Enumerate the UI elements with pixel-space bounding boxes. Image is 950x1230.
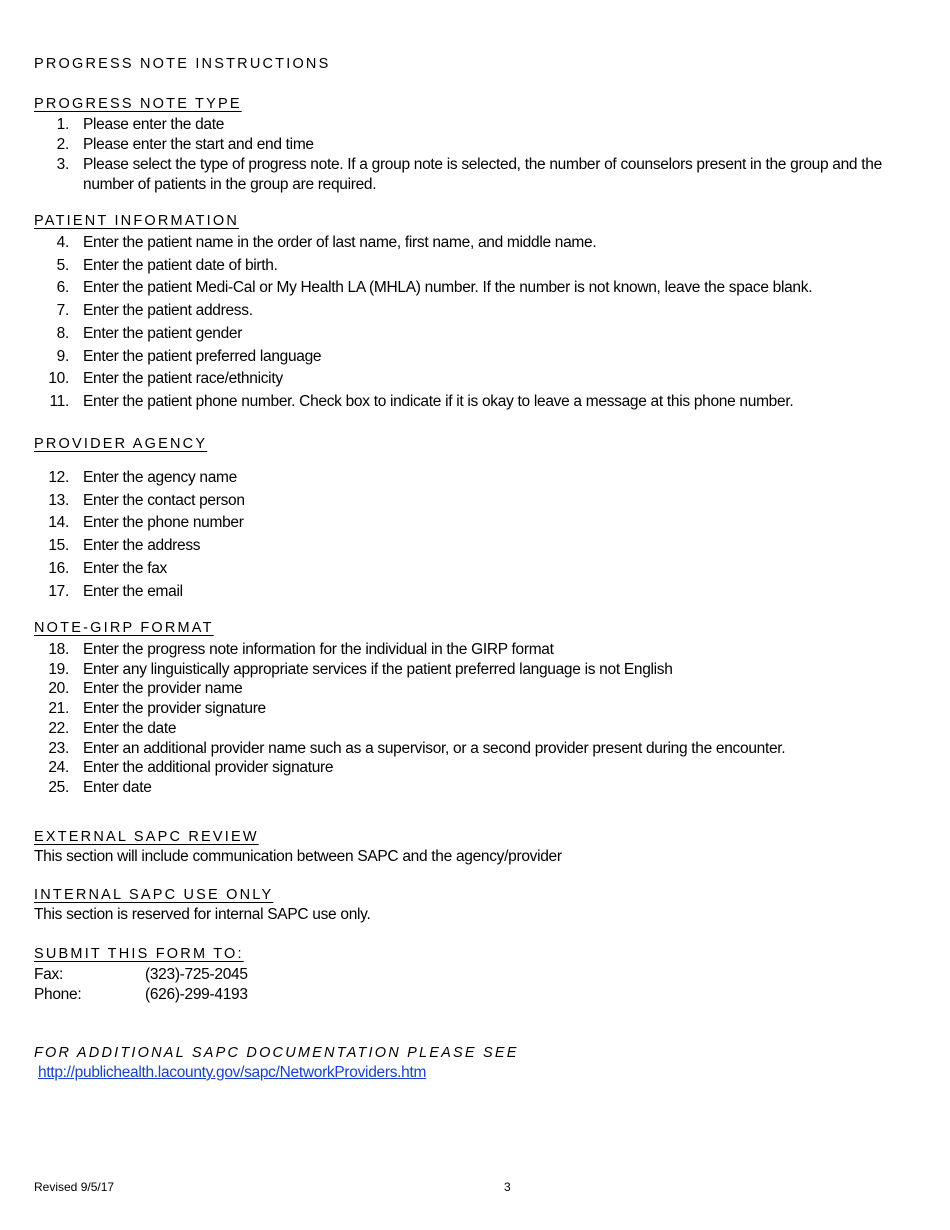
section-heading-submit-form: SUBMIT THIS FORM TO: <box>34 946 244 962</box>
submit-contact-block <box>34 965 248 1005</box>
note-girp-format-list <box>34 640 916 798</box>
patient-information-list <box>34 232 916 414</box>
internal-use-description: This section is reserved for internal SAPC use only. <box>34 906 371 923</box>
network-providers-link[interactable]: http://publichealth.lacounty.gov/sapc/NetworkProviders.htm <box>38 1064 427 1081</box>
fax-label: Fax: <box>34 966 63 983</box>
list-item: 15. Enter the address <box>48 537 201 555</box>
page-title: PROGRESS NOTE INSTRUCTIONS <box>34 56 331 72</box>
list-item: 7. Enter the patient address. <box>56 302 253 320</box>
list-item: 3. Please select the type of progress note. If a group note is selected, the number of counselors present in the group and the number of patients in the group are required. <box>56 156 882 193</box>
phone-row <box>34 985 248 1005</box>
list-item: 20. Enter the provider name <box>48 680 243 698</box>
list-item: 12. Enter the agency name <box>48 469 237 486</box>
list-item: 4. Enter the patient name in the order of last name, first name, and middle name. <box>56 234 597 251</box>
list-item: 21. Enter the provider signature <box>48 700 266 718</box>
phone-number: (626)-299-4193 <box>145 986 248 1003</box>
list-item: 14. Enter the phone number <box>48 514 244 532</box>
list-item: 17. Enter the email <box>48 582 183 600</box>
list-item: 19. Enter any linguistically appropriate services if the patient preferred language is not English <box>48 660 673 678</box>
section-heading-external-sapc-review: EXTERNAL SAPC REVIEW <box>34 829 259 845</box>
additional-documentation-note: FOR ADDITIONAL SAPC DOCUMENTATION PLEASE SEE <box>34 1045 519 1061</box>
list-item: 5. Enter the patient date of birth. <box>56 256 278 274</box>
section-heading-progress-note-type: PROGRESS NOTE TYPE <box>34 96 242 112</box>
page-number: 3 <box>504 1180 511 1194</box>
list-item: 9. Enter the patient preferred language <box>56 347 322 365</box>
progress-note-type-list <box>34 115 916 195</box>
external-review-description: This section will include communication between SAPC and the agency/provider <box>34 848 562 865</box>
list-item: 6. Enter the patient Medi-Cal or My Health LA (MHLA) number. If the number is not known, leave the space blank. <box>56 279 813 297</box>
list-item: 8. Enter the patient gender <box>56 324 243 342</box>
phone-label: Phone: <box>34 986 82 1003</box>
revision-date: Revised 9/5/17 <box>34 1180 115 1194</box>
section-heading-provider-agency: PROVIDER AGENCY <box>34 436 208 452</box>
list-item: 22. Enter the date <box>48 719 177 737</box>
list-item: 25. Enter date <box>48 778 152 796</box>
list-item: 13. Enter the contact person <box>48 491 245 509</box>
section-heading-patient-information: PATIENT INFORMATION <box>34 213 240 229</box>
section-heading-note-girp-format: NOTE-GIRP FORMAT <box>34 620 214 636</box>
list-item: 2. Please enter the start and end time <box>56 136 314 153</box>
list-item: 24. Enter the additional provider signature <box>48 759 334 777</box>
fax-number: (323)-725-2045 <box>145 966 248 983</box>
list-item: 1. Please enter the date <box>56 116 225 133</box>
list-item: 18. Enter the progress note information for the individual in the GIRP format <box>48 641 554 658</box>
list-item: 10. Enter the patient race/ethnicity <box>48 370 283 388</box>
list-item: 11. Enter the patient phone number. Check box to indicate if it is okay to leave a message at this phone number. <box>49 392 794 410</box>
fax-row <box>34 965 248 985</box>
list-item: 23. Enter an additional provider name such as a supervisor, or a second provider present during the encounter. <box>48 739 786 757</box>
section-heading-internal-sapc-use-only: INTERNAL SAPC USE ONLY <box>34 887 274 903</box>
provider-agency-list <box>34 467 916 603</box>
list-item: 16. Enter the fax <box>48 559 167 577</box>
